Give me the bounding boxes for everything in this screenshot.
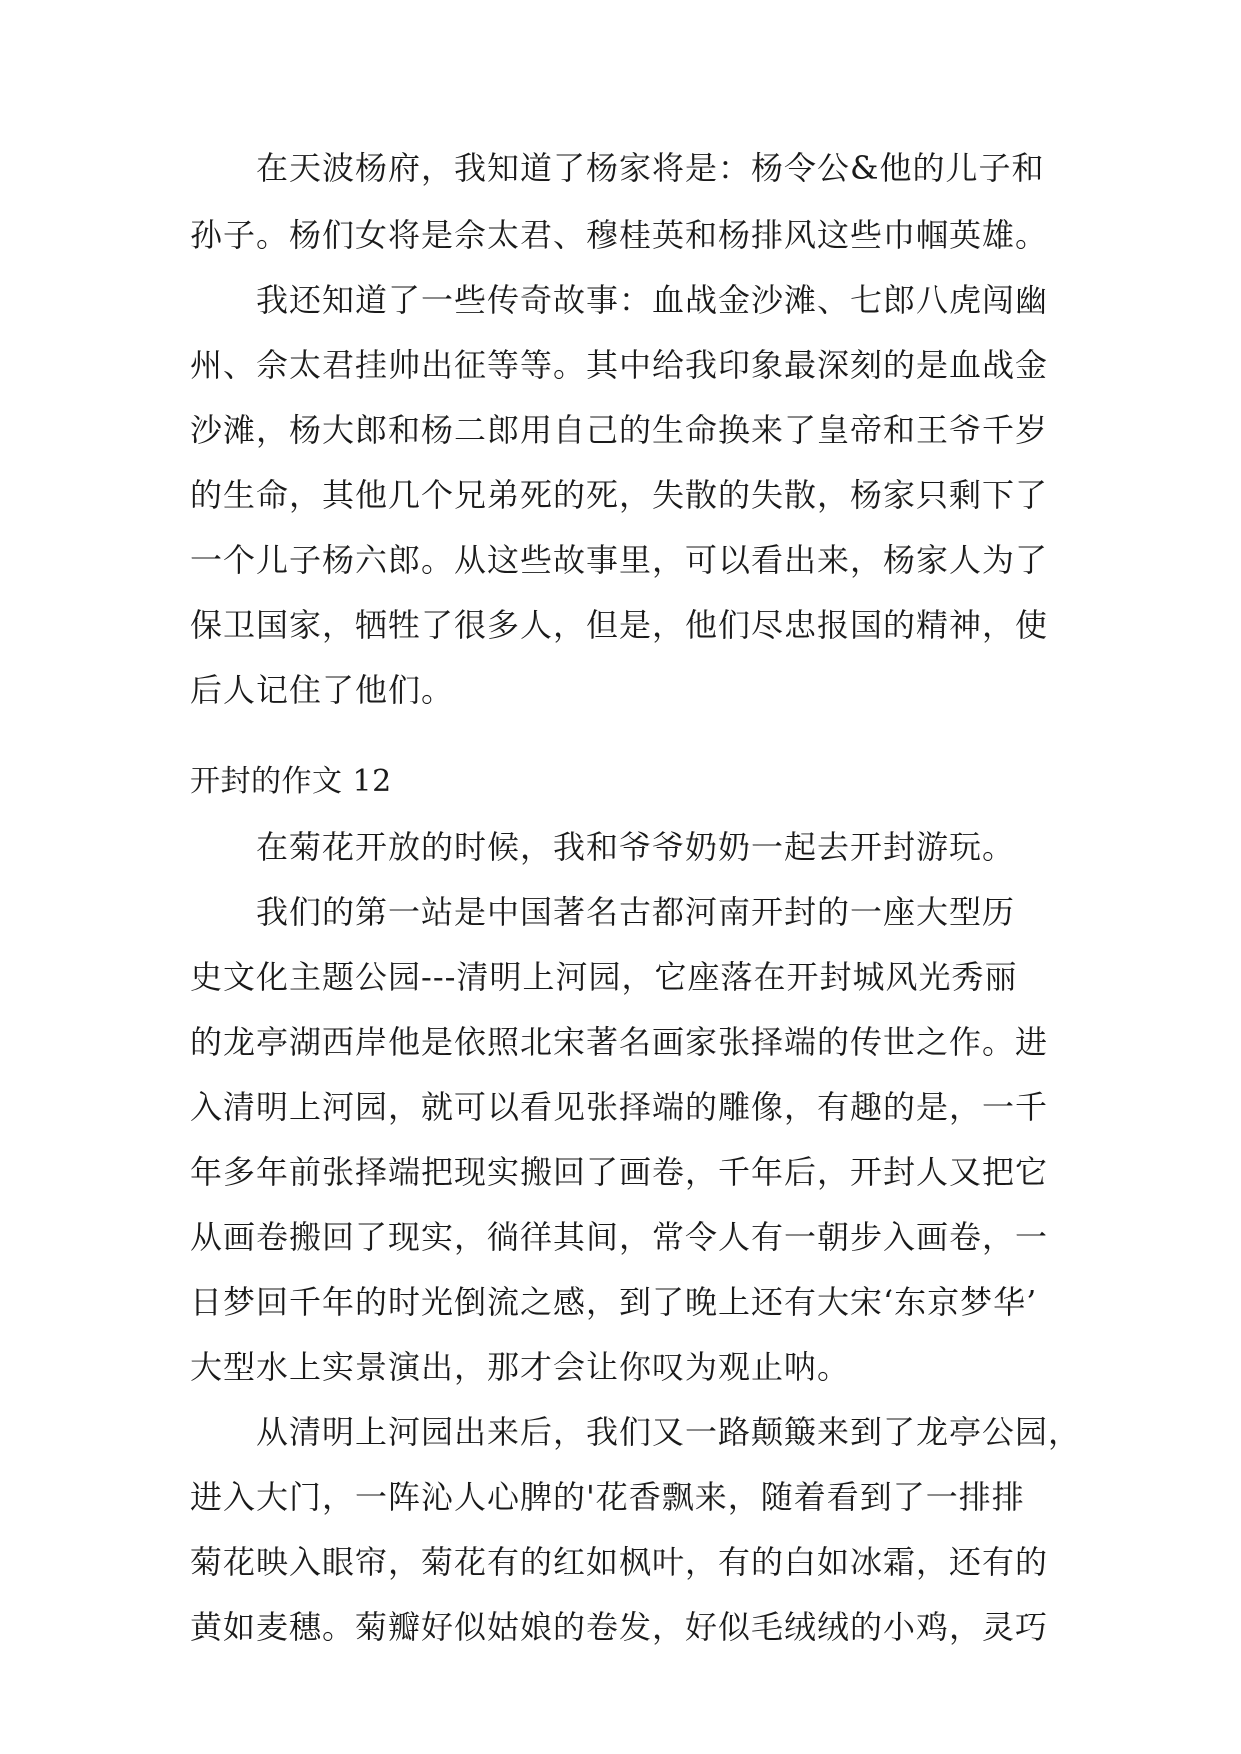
text-line: 保卫国家，牺牲了很多人，但是，他们尽忠报国的精神，使	[190, 606, 1049, 644]
text-line: 入清明上河园，就可以看见张择端的雕像，有趣的是，一千	[190, 1088, 1049, 1126]
text-line: 年多年前张择端把现实搬回了画卷，千年后，开封人又把它	[190, 1153, 1049, 1191]
text-line: 沙滩，杨大郎和杨二郎用自己的生命换来了皇帝和王爷千岁	[190, 411, 1049, 449]
text-line: 从画卷搬回了现实，徜徉其间，常令人有一朝步入画卷，一	[190, 1218, 1049, 1256]
text-line: 黄如麦穗。菊瓣好似姑娘的卷发，好似毛绒绒的小鸡，灵巧	[190, 1608, 1049, 1646]
text-line: 菊花映入眼帘，菊花有的红如枫叶，有的白如冰霜，还有的	[190, 1543, 1049, 1581]
text-line: 的龙亭湖西岸他是依照北宋著名画家张择端的传世之作。进	[190, 1023, 1049, 1061]
text-line: 在菊花开放的时候，我和爷爷奶奶一起去开封游玩。	[256, 828, 1016, 866]
section-heading: 开封的作文 12	[190, 764, 392, 799]
text-line: 日梦回千年的时光倒流之感，到了晚上还有大宋‘东京梦华’	[190, 1283, 1038, 1321]
text-line: 进入大门，一阵沁人心脾的'花香飘来，随着看到了一排排	[190, 1478, 1025, 1516]
text-line: 州、佘太君挂帅出征等等。其中给我印象最深刻的是血战金	[190, 346, 1049, 384]
text-line: 大型水上实景演出，那才会让你叹为观止呐。	[190, 1348, 851, 1386]
text-line: 的生命，其他几个兄弟死的死，失散的失散，杨家只剩下了	[190, 476, 1049, 514]
text-line: 我们的第一站是中国著名古都河南开封的一座大型历	[256, 893, 1016, 931]
text-line: 在天波杨府，我知道了杨家将是：杨令公&他的儿子和	[256, 149, 1045, 187]
text-line: 从清明上河园出来后，我们又一路颠簸来到了龙亭公园，	[256, 1413, 1082, 1451]
text-line: 孙子。杨们女将是佘太君、穆桂英和杨排风这些巾帼英雄。	[190, 216, 1049, 254]
text-line: 我还知道了一些传奇故事：血战金沙滩、七郎八虎闯幽	[256, 281, 1049, 319]
text-line: 一个儿子杨六郎。从这些故事里，可以看出来，杨家人为了	[190, 541, 1049, 579]
text-line: 史文化主题公园---清明上河园，它座落在开封城风光秀丽	[190, 958, 1018, 996]
text-line: 后人记住了他们。	[190, 671, 455, 709]
